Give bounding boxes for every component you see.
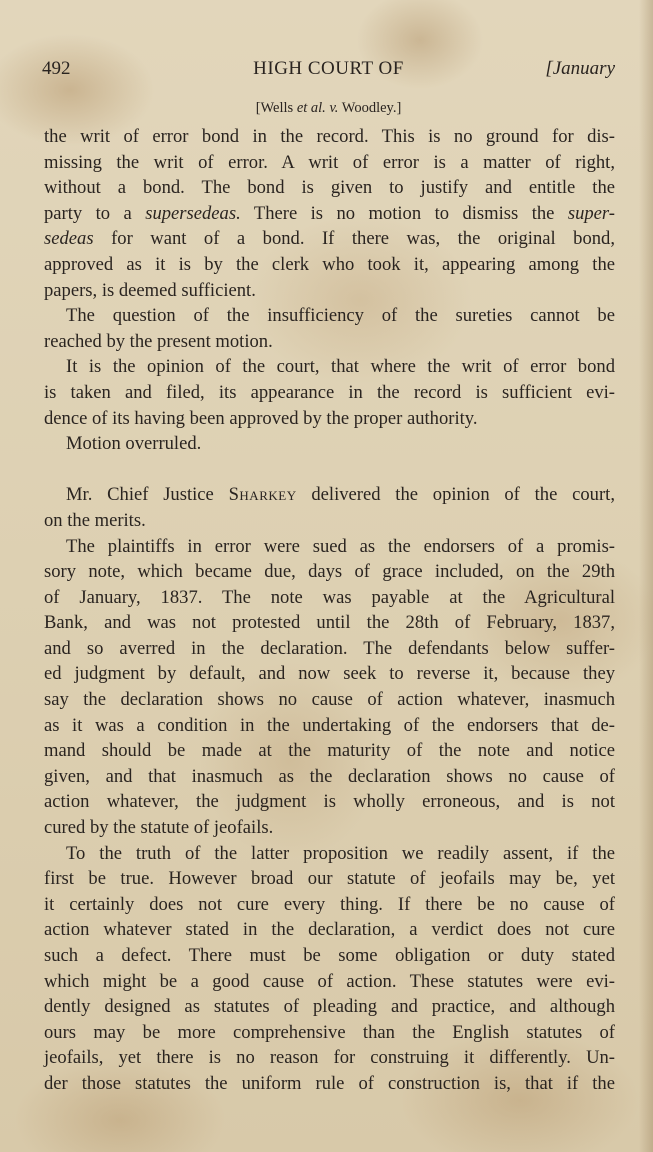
case-caption — [42, 100, 615, 117]
text-line: sory note, which became due, days of grace included, on the 29th — [44, 561, 615, 583]
text-line: cured by the statute of jeofails. — [44, 817, 274, 839]
paragraph-start: Motion overruled. — [66, 433, 202, 455]
text-line: the writ of error bond in the record. This is no ground for dis- — [44, 126, 615, 147]
text-line: without a bond. The bond is given to justify and entitle the — [44, 177, 615, 199]
body-text — [44, 124, 615, 1097]
page-header — [42, 58, 615, 86]
blank-line — [44, 457, 615, 483]
text-line: is taken and filed, its appearance in the record is sufficient evi- — [44, 381, 615, 403]
text-run: There is no motion to dismiss the — [240, 202, 568, 224]
text-line: which might be a good cause of action. These statutes were evi- — [44, 970, 615, 992]
text-line: ed judgment by default, and now seek to reverse it, because they — [44, 663, 615, 685]
text-line: jeofails, yet there is no reason for construing it differently. Un- — [44, 1047, 615, 1069]
text-run: for want of a bond. If there was, the original bond, — [93, 228, 615, 250]
italic-term: supersedeas. — [145, 202, 241, 224]
text-line: as it was a condition in the undertaking of the endorsers that de- — [44, 714, 615, 736]
caption-open: [Wells — [255, 100, 297, 116]
text-line: missing the writ of error. A writ of error is a matter of right, — [44, 151, 615, 173]
page-number: 492 — [42, 58, 71, 79]
text-line: approved as it is by the clerk who took it, appearing among the — [44, 253, 615, 275]
text-line: first be true. However broad our statute of jeofails may be, yet — [44, 868, 615, 890]
text-line: der those statutes the uniform rule of construction is, that if the — [44, 1072, 615, 1094]
text-run: delivered the opinion of the court, — [296, 484, 615, 506]
text-line: Bank, and was not protested until the 28th of February, 1837, — [44, 612, 615, 634]
justice-name: Sharkey — [228, 484, 297, 506]
text-line — [44, 226, 615, 252]
running-month: [January — [545, 58, 615, 79]
text-line: papers, is deemed sufficient. — [44, 279, 256, 301]
paragraph-start: To the truth of the latter proposition we readily assent, if the — [66, 842, 615, 864]
paragraph-start: The question of the insufficiency of the sureties cannot be — [66, 305, 615, 327]
text-line: such a defect. There must be some obligation or duty stated — [44, 945, 615, 966]
text-run: Mr. Chief Justice — [66, 484, 229, 506]
page-edge-shadow — [639, 0, 653, 1152]
italic-term: sedeas — [44, 228, 94, 250]
italic-term: super- — [567, 202, 615, 224]
caption-etal: et al. — [296, 100, 326, 116]
text-line — [44, 201, 615, 227]
text-line: ours may be more comprehensive than the English statutes of — [44, 1021, 615, 1043]
text-line: and so averred in the declaration. The defendants below suffer- — [44, 637, 615, 659]
text-line: of January, 1837. The note was payable at the Agricultural — [44, 586, 615, 608]
paragraph-start — [44, 482, 615, 508]
text-line: say the declaration shows no cause of action whatever, inasmuch — [44, 689, 615, 711]
text-line: dence of its having been approved by the proper authority. — [44, 407, 478, 429]
text-run: party to a — [44, 202, 146, 224]
paragraph-start: The plaintiffs in error were sued as the endorsers of a promis- — [66, 535, 615, 557]
text-line: action whatever stated in the declaration, a verdict does not cure — [44, 919, 615, 941]
text-line: reached by the present motion. — [44, 330, 273, 352]
text-line: on the merits. — [44, 509, 146, 531]
text-line: given, and that inasmuch as the declaration shows no cause of — [44, 765, 615, 787]
text-line: it certainly does not cure every thing. If there be no cause of — [44, 893, 615, 915]
caption-close: Woodley.] — [338, 100, 402, 116]
paragraph-start: It is the opinion of the court, that where the writ of error bond — [66, 356, 615, 378]
text-line: mand should be made at the maturity of the note and notice — [44, 740, 615, 762]
text-line: action whatever, the judgment is wholly erroneous, and is not — [44, 791, 615, 813]
text-line: dently designed as statutes of pleading and practice, and although — [44, 996, 615, 1018]
running-head: HIGH COURT OF — [253, 58, 404, 79]
caption-v: v. — [329, 100, 339, 116]
